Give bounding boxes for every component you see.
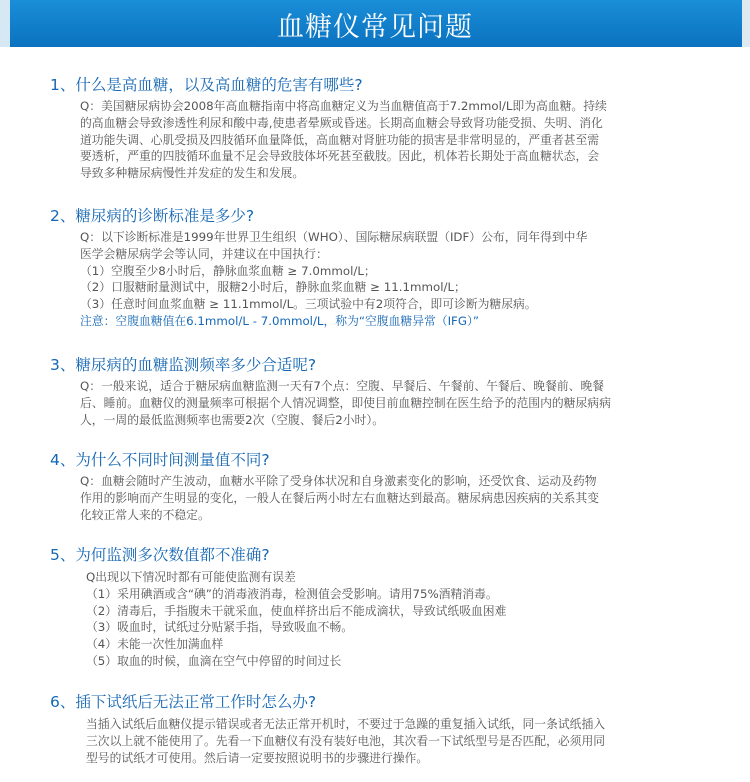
answer-line: （2）口服糖耐量测试中，服糖2小时后，静脉血浆血糖 ≥ 11.1mmol/L； [80,280,466,295]
answer-line: 化较正常人来的不稳定。 [80,507,210,522]
answer-line: Q：一般来说，适合于糖尿病血糖监测一天有7个点：空腹、早餐后、午餐前、午餐后、晚餐前、晚餐 [80,379,605,393]
answer-line: 的高血糖会导致渗透性利尿和酸中毒,使患者晕厥或昏迷。长期高血糖会导致肾功能受损、失明、消化 [80,115,603,130]
question-3-title: 3、糖尿病的血糖监测频率多少合适呢? [50,356,317,374]
answer-line: （1）空腹至少8小时后，静脉血浆血糖 ≥ 7.0mmol/L； [80,263,376,278]
answer-line: （1）采用碘酒或含“碘”的消毒液消毒，检测值会受影响。请用75%酒精消毒。 [86,586,498,601]
answer-5 [86,569,686,670]
answer-line: （5）取血的时候，血滴在空气中停留的时间过长 [86,653,342,668]
answer-line: 导致多种糖尿病慢性并发症的发生和发展。 [80,166,305,181]
question-4-title: 4、为什么不同时间测量值不同? [50,451,270,469]
answer-line: （3）任意时间血浆血糖 ≥ 11.1mmol/L。三项试验中有2项符合，即可诊断为糖尿病。 [80,297,537,312]
answer-line: Q：美国糖尿病协会2008年高血糖指南中将高血糖定义为当血糖值高于7.2mmol/L即为高血糖。持续 [80,99,607,113]
answer-line: 医学会糖尿病学会等认同，并建议在中国执行： [80,246,328,261]
answer-line: 作用的影响而产生明显的变化，一般人在餐后两小时左右血糖达到最高。糖尿病患因疾病的关系其变 [80,490,600,505]
answer-line: 三次以上就不能使用了。先看一下血糖仪有没有装好电池，其次看一下试纸型号是否匹配，必须用同 [86,733,606,748]
answer-line: Q：以下诊断标准是1999年世界卫生组织（WHO）、国际糖尿病联盟（IDF）公布，同年得到中华 [80,230,588,244]
answer-6 [86,716,686,766]
answer-line: Q：血糖会随时产生波动，血糖水平除了受身体状况和自身激素变化的影响，还受饮食、运动及药物 [80,474,597,488]
answer-line: （2）清毒后，手指腹未干就采血，使血样挤出后不能成滴状，导致试纸吸血困难 [86,603,507,618]
answer-2 [80,229,680,330]
answer-1 [80,98,680,182]
question-1-title: 1、什么是高血糖，以及高血糖的危害有哪些? [50,76,363,94]
answer-line: 人，一周的最低监测频率也需要2次（空腹、餐后2小时）。 [80,412,385,427]
question-5-title: 5、为何监测多次数值都不准确? [50,546,270,564]
note-line: 注意：空腹血糖值在6.1mmol/L - 7.0mmol/L，称为“空腹血糖异常（IFG）” [80,313,479,328]
page-title: 血糖仪常见问题 [277,12,473,43]
answer-line: Q出现以下情况时都有可能使监测有误差 [86,570,296,584]
answer-3 [80,378,680,428]
answer-line: 当插入试纸后血糖仪提示错误或者无法正常开机时，不要过于急躁的重复插入试纸，同一条试纸插入 [86,717,606,731]
answer-line: 后、睡前。血糖仪的测量频率可根据个人情况调整，即使目前血糖控制在医生给予的范围内的糖尿病病 [80,395,611,410]
question-2-title: 2、糖尿病的诊断标准是多少? [50,207,255,225]
answer-line: 要透析，严重的四肢循环血量不足会导致肢体坏死甚至截肢。因此，机体若长期处于高血糖状态，会 [80,149,600,164]
question-6-title: 6、插下试纸后无法正常工作时怎么办? [50,693,317,711]
banner-right-edge [742,0,750,47]
header-banner [0,0,750,47]
answer-line: （4）未能一次性加满血样 [86,637,224,652]
answer-4 [80,473,680,523]
answer-line: （3）吸血时，试纸过分贴紧手指，导致吸血不畅。 [86,620,354,635]
answer-line: 道功能失调、心肌受损及四肢循环血量降低，高血糖对肾脏功能的损害是非常明显的，严重者甚至需 [80,132,600,147]
answer-line: 型号的试纸才可使用。然后请一定要按照说明书的步骤进行操作。 [86,750,429,765]
